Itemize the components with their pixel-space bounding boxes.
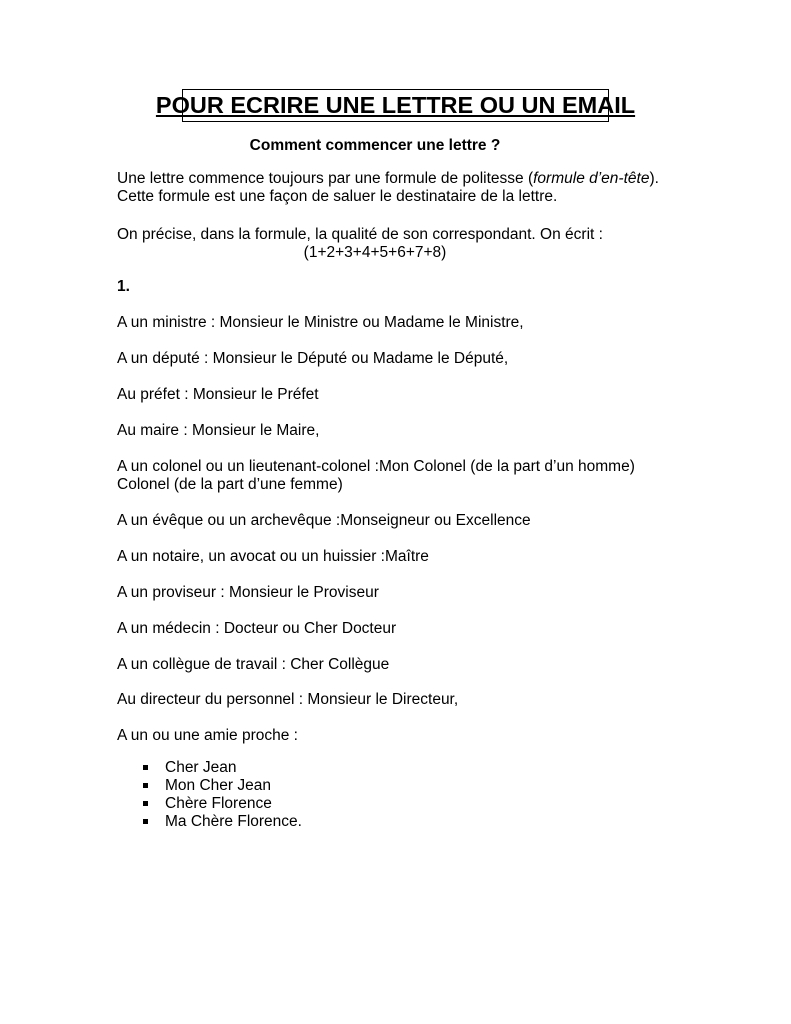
square-bullet-icon bbox=[143, 801, 148, 806]
intro-line-2: Cette formule est une façon de saluer le destinataire de la lettre. bbox=[117, 188, 558, 205]
intro-italic-term: formule d’en-tête bbox=[533, 170, 650, 187]
salutation-entry-prefet: Au préfet : Monsieur le Préfet bbox=[117, 386, 319, 403]
section-number: 1. bbox=[117, 278, 130, 295]
intro-paragraph bbox=[117, 170, 675, 206]
salutation-entry-proviseur: A un proviseur : Monsieur le Proviseur bbox=[117, 584, 379, 601]
friend-salutation-list bbox=[117, 759, 675, 831]
list-item: Mon Cher Jean bbox=[117, 777, 675, 795]
square-bullet-icon bbox=[143, 765, 148, 770]
salutation-entry-directeur: Au directeur du personnel : Monsieur le Directeur, bbox=[117, 691, 459, 708]
square-bullet-icon bbox=[143, 783, 148, 788]
list-item: Cher Jean bbox=[117, 759, 675, 777]
page-subtitle: Comment commencer une lettre ? bbox=[249, 137, 501, 154]
salutation-entry-colonel: A un colonel ou un lieutenant-colonel :Mon Colonel (de la part d’un homme) Colonel (de la part d’une femme) bbox=[117, 458, 635, 493]
salutation-entry-collegue: A un collègue de travail : Cher Collègue bbox=[117, 656, 390, 673]
list-item: Ma Chère Florence. bbox=[117, 813, 675, 831]
intro-line-1: Une lettre commence toujours par une formule de politesse (formule d’en-tête). bbox=[117, 170, 659, 187]
formula-line: (1+2+3+4+5+6+7+8) bbox=[303, 244, 447, 261]
salutation-entry-ministre: A un ministre : Monsieur le Ministre ou Madame le Ministre, bbox=[117, 314, 524, 331]
salutation-entry-depute: A un député : Monsieur le Député ou Madame le Député, bbox=[117, 350, 509, 367]
salutation-entry-amie: A un ou une amie proche : bbox=[117, 727, 298, 744]
page-title: POUR ECRIRE UNE LETTRE OU UN EMAIL bbox=[155, 92, 636, 118]
list-item: Chère Florence bbox=[117, 795, 675, 813]
precision-paragraph bbox=[117, 226, 675, 262]
salutation-entry-medecin: A un médecin : Docteur ou Cher Docteur bbox=[117, 620, 397, 637]
salutation-entry-maire: Au maire : Monsieur le Maire, bbox=[117, 422, 320, 439]
title-box bbox=[155, 89, 636, 122]
square-bullet-icon bbox=[143, 819, 148, 824]
precision-line: On précise, dans la formule, la qualité de son correspondant. On écrit : bbox=[117, 226, 603, 243]
salutation-entry-eveque: A un évêque ou un archevêque :Monseigneur ou Excellence bbox=[117, 512, 531, 529]
salutation-entry-notaire: A un notaire, un avocat ou un huissier :Maître bbox=[117, 548, 429, 565]
